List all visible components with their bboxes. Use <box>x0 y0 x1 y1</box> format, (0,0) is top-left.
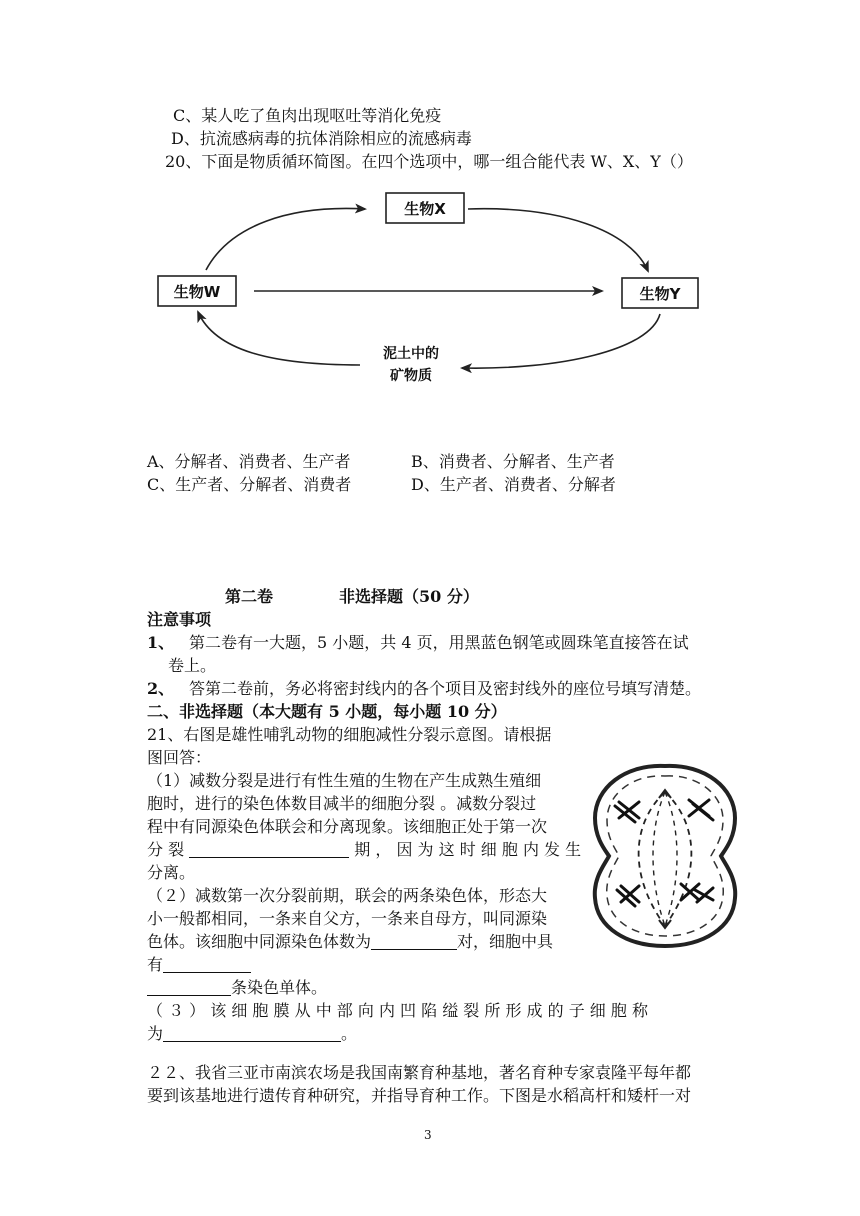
q21-line-10-end: 对，细胞中具 <box>457 932 554 951</box>
material-cycle-diagram <box>0 180 860 450</box>
arrow-y-to-soil <box>462 314 660 368</box>
page-number: 3 <box>424 1128 432 1142</box>
answer-blank-pairs[interactable] <box>371 933 457 950</box>
q21-line-2: 图回答： <box>147 748 212 767</box>
note-1-text: 第二卷有一大题，5 小题，共 4 页，用黑蓝色钢笔或圆珠笔直接答在试 <box>189 633 689 652</box>
section-title: 二、非选择题（本大题有 5 小题，每小题 10 分） <box>147 702 507 721</box>
q20-option-d: D、生产者、消费者、分解者 <box>411 475 616 494</box>
arrow-soil-to-w <box>198 312 360 365</box>
chromosome <box>681 884 713 902</box>
answer-blank-phase[interactable] <box>189 841 349 858</box>
part2-subtitle: 非选择题（50 分） <box>339 587 479 606</box>
arrow-w-to-x <box>206 209 365 270</box>
chromosome <box>617 886 639 906</box>
chromosome <box>689 800 713 820</box>
q20-option-c: C、生产者、分解者、消费者 <box>147 475 352 494</box>
q21-line-13: （ ３ ） 该 细 胞 膜 从 中 部 向 内 凹 陷 缢 裂 所 形 成 的 子 细 胞 称 <box>147 1001 648 1020</box>
q21-line-14-start: 为 <box>147 1024 164 1043</box>
answer-blank-chromatids-a[interactable] <box>163 956 251 973</box>
q22-line-1: ２２、我省三亚市南滨农场是我国南繁育种基地，著名育种专家袁隆平每年都 <box>147 1063 692 1082</box>
question-20-stem: 20、下面是物质循环简图。在四个选项中，哪一组合能代表 W、X、Y（） <box>165 152 693 171</box>
q20-option-b: B、消费者、分解者、生产者 <box>411 452 615 471</box>
q21-line-6 <box>147 839 581 861</box>
cell-meiosis-figure <box>585 760 745 950</box>
q21-line-6-start: 分 裂 <box>147 840 185 859</box>
q21-line-14 <box>147 1023 357 1045</box>
spindle-fiber <box>665 792 677 926</box>
answer-blank-chromatids-b[interactable] <box>147 979 231 996</box>
q21-line-12-text: 条染色单体。 <box>231 978 328 997</box>
spindle-fiber <box>665 792 691 926</box>
label-soil-line2: 矿物质 <box>390 368 432 384</box>
option-c-prev: C、某人吃了鱼肉出现呕吐等消化免疫 <box>173 106 442 125</box>
q21-line-6-end: 期 ， 因 为 这 时 细 胞 内 发 生 <box>354 840 582 859</box>
q21-line-3: （1）减数分裂是进行有性生殖的生物在产生成熟生殖细 <box>147 771 542 790</box>
spindle-fiber <box>653 792 665 926</box>
q21-line-10 <box>147 931 553 953</box>
label-organism-w: 生物W <box>173 283 221 301</box>
chromosome <box>615 802 639 822</box>
q21-line-7: 分离。 <box>147 863 196 882</box>
inner-outline <box>607 776 724 936</box>
option-d-prev: D、抗流感病毒的抗体消除相应的流感病毒 <box>171 129 472 148</box>
q21-line-10-start: 色体。该细胞中同源染色体数为 <box>147 932 372 951</box>
spindle-fiber <box>639 792 665 926</box>
q21-line-1: 21、右图是雄性哺乳动物的细胞减性分裂示意图。请根据 <box>147 725 552 744</box>
q21-line-8: （２）减数第一次分裂前期，联会的两条染色体，形态大 <box>147 886 548 905</box>
q21-line-11-start: 有 <box>147 955 164 974</box>
label-soil-line1: 泥土中的 <box>383 346 439 362</box>
q21-line-4: 胞时，进行的染色体数目减半的细胞分裂 。减数分裂过 <box>147 794 537 813</box>
q21-line-12 <box>147 977 327 999</box>
label-organism-y: 生物Y <box>639 285 681 303</box>
part2-title: 第二卷 <box>225 587 274 606</box>
q21-line-9: 小一般都相同，一条来自父方，一条来自母方，叫同源染 <box>147 909 548 928</box>
notes-title: 注意事项 <box>147 610 212 629</box>
note-1-text-cont: 卷上。 <box>168 656 217 675</box>
q21-line-5: 程中有同源染色体联会和分离现象。该细胞正处于第一次 <box>147 817 548 836</box>
q22-line-2: 要到该基地进行遗传育种研究，并指导育种工作。下图是水稻高杆和矮杆一对 <box>147 1086 692 1105</box>
q21-line-11 <box>147 954 251 976</box>
q21-line-14-end: 。 <box>341 1024 358 1043</box>
note-2-text: 答第二卷前，务必将密封线内的各个项目及密封线外的座位号填写清楚。 <box>189 679 702 698</box>
note-1-number: 1、 <box>147 633 175 652</box>
q20-option-a: A、分解者、消费者、生产者 <box>147 452 351 471</box>
answer-blank-daughter-cell[interactable] <box>163 1025 341 1042</box>
pole-top <box>659 790 671 798</box>
arrow-x-to-y <box>468 209 648 271</box>
label-organism-x: 生物X <box>404 200 446 218</box>
note-2-number: 2、 <box>147 679 175 698</box>
